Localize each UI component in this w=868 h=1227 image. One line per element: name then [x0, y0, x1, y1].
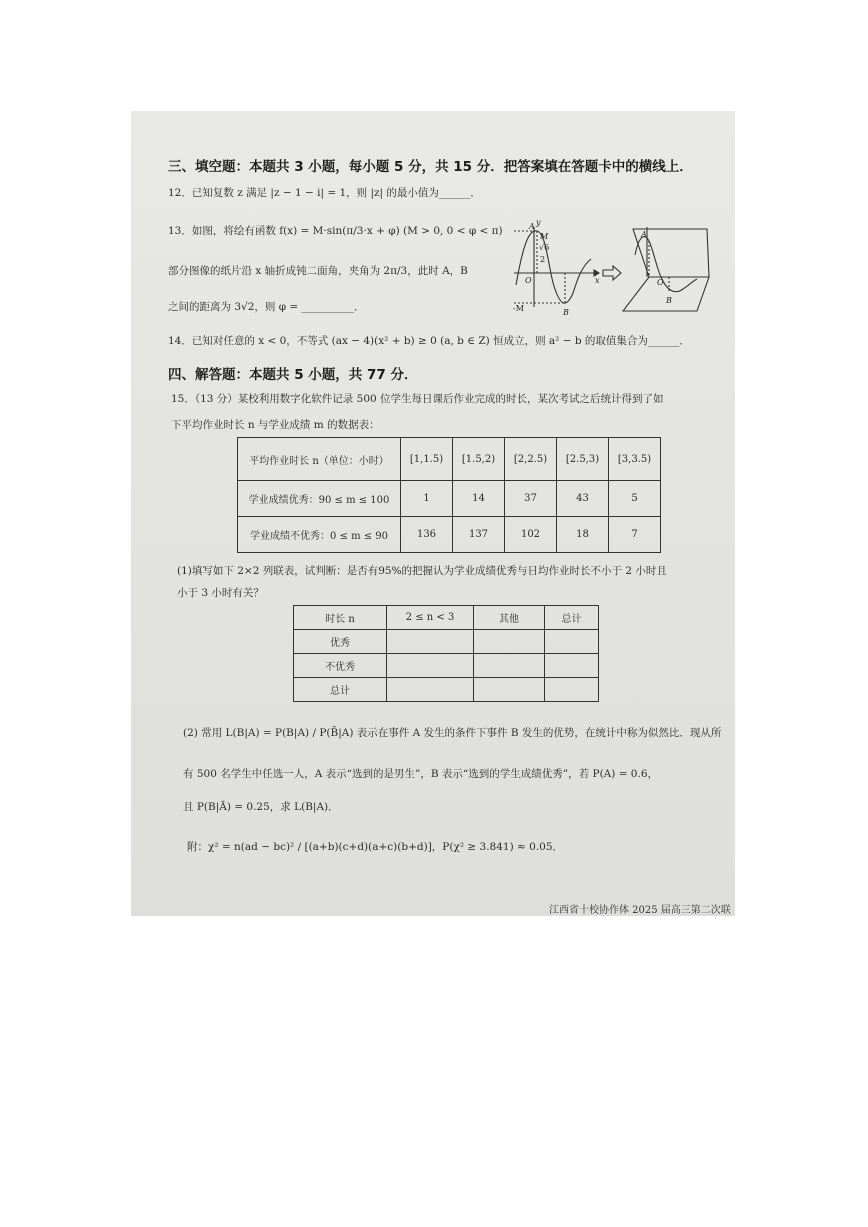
table-row — [294, 654, 599, 678]
empty-cell — [474, 678, 545, 702]
question-14: 14．已知对任意的 x < 0，不等式 (ax − 4)(x² + b) ≥ 0 (a, b ∈ Z) 恒成立，则 a² − b 的取值集合为______． — [168, 335, 690, 347]
question-13-line1: 13．如图，将绘有函数 f(x) = M·sin(π/3·x + φ) (M > 0, 0 < φ < π) — [168, 225, 503, 237]
empty-cell — [474, 654, 545, 678]
contingency-table — [293, 605, 599, 702]
data-table-header — [238, 438, 661, 481]
label-o: O — [525, 276, 532, 285]
header-cell: 时长 n — [294, 606, 387, 630]
table-cell: 37 — [505, 481, 557, 517]
label-y: y — [536, 218, 541, 227]
part2-line1: (2) 常用 L(B|A) = P(B|A) / P(B̄|A) 表示在事件 A 发生的条件下事件 B 发生的优势，在统计中称为似然比．现从所 — [183, 727, 722, 739]
table-row — [238, 481, 661, 517]
header-cell: 平均作业时长 n（单位：小时） — [238, 438, 401, 481]
header-cell: 其他 — [474, 606, 545, 630]
part2-line3: 且 P(B|Ā) = 0.25，求 L(B|A)． — [183, 801, 339, 813]
label-b: B — [563, 308, 569, 315]
label-two: 2 — [540, 255, 546, 264]
table-cell: 1 — [401, 481, 453, 517]
table-cell: 18 — [557, 517, 609, 553]
header-cell: 2 ≤ n < 3 — [387, 606, 474, 630]
label-x: x — [595, 276, 600, 285]
header-cell: [2.5,3) — [557, 438, 609, 481]
table-cell: 7 — [609, 517, 661, 553]
header-cell: 总计 — [545, 606, 599, 630]
table-row — [238, 517, 661, 553]
row-label: 不优秀 — [294, 654, 387, 678]
label-sqrt6: √6 — [539, 243, 550, 252]
header-cell: [3,3.5) — [609, 438, 661, 481]
table-cell: 136 — [401, 517, 453, 553]
table-cell: 137 — [453, 517, 505, 553]
part1-line1: (1)填写如下 2×2 列联表，试判断：是否有95%的把握认为学业成绩优秀与日均作业时长不小于 2 小时且 — [177, 565, 667, 577]
section4-heading: 四、解答题：本题共 5 小题，共 77 分． — [168, 367, 418, 383]
question-13-line2: 部分图像的纸片沿 x 轴折成钝二面角，夹角为 2π/3，此时 A，B — [168, 265, 468, 277]
question-12: 12．已知复数 z 满足 |z − 1 − i| = 1，则 |z| 的最小值为______． — [168, 187, 481, 199]
table-cell: 43 — [557, 481, 609, 517]
empty-cell — [387, 678, 474, 702]
row-label: 学业成绩不优秀：0 ≤ m ≤ 90 — [238, 517, 401, 553]
label-m: M — [540, 232, 549, 241]
empty-cell — [545, 654, 599, 678]
header-cell: [1.5,2) — [453, 438, 505, 481]
empty-cell — [387, 654, 474, 678]
appendix-formula: 附：χ² = n(ad − bc)² / [(a+b)(c+d)(a+c)(b+d)]，P(χ² ≥ 3.841) ≈ 0.05． — [187, 841, 564, 853]
empty-cell — [545, 630, 599, 654]
sine-fold-figure — [511, 215, 716, 315]
label-b-folded: B — [666, 296, 672, 305]
label-o-folded: O — [657, 278, 664, 287]
header-cell: [1,1.5) — [401, 438, 453, 481]
empty-cell — [545, 678, 599, 702]
table-cell: 102 — [505, 517, 557, 553]
table-row — [294, 630, 599, 654]
section3-heading: 三、填空题：本题共 3 小题，每小题 5 分，共 15 分．把答案填在答题卡中的横线上． — [168, 159, 693, 175]
table-cell: 5 — [609, 481, 661, 517]
question-13-line3: 之间的距离为 3√2，则 φ = __________． — [168, 301, 365, 313]
label-a-folded: A — [641, 230, 647, 239]
question-15-line2: 下平均作业时长 n 与学业成绩 m 的数据表： — [171, 419, 380, 431]
row-label: 优秀 — [294, 630, 387, 654]
empty-cell — [387, 630, 474, 654]
contingency-header — [294, 606, 599, 630]
row-label: 总计 — [294, 678, 387, 702]
table-cell: 14 — [453, 481, 505, 517]
empty-cell — [474, 630, 545, 654]
exam-paper-photo — [131, 111, 735, 916]
footer-text: 江西省十校协作体 2025 届高三第二次联 — [549, 905, 731, 916]
part2-line2: 有 500 名学生中任选一人，A 表示“选到的是男生”，B 表示“选到的学生成绩优秀”，若 P(A) = 0.6， — [183, 768, 659, 780]
label-neg-m: -M — [513, 304, 524, 313]
row-label: 学业成绩优秀：90 ≤ m ≤ 100 — [238, 481, 401, 517]
table-row — [294, 678, 599, 702]
header-cell: [2,2.5) — [505, 438, 557, 481]
question-15-line1: 15．（13 分）某校利用数字化软件记录 500 位学生每日课后作业完成的时长，某次考试之后统计得到了如 — [171, 393, 664, 405]
data-table — [237, 437, 661, 553]
part1-line2: 小于 3 小时有关？ — [177, 587, 264, 599]
label-a: A — [529, 222, 535, 231]
